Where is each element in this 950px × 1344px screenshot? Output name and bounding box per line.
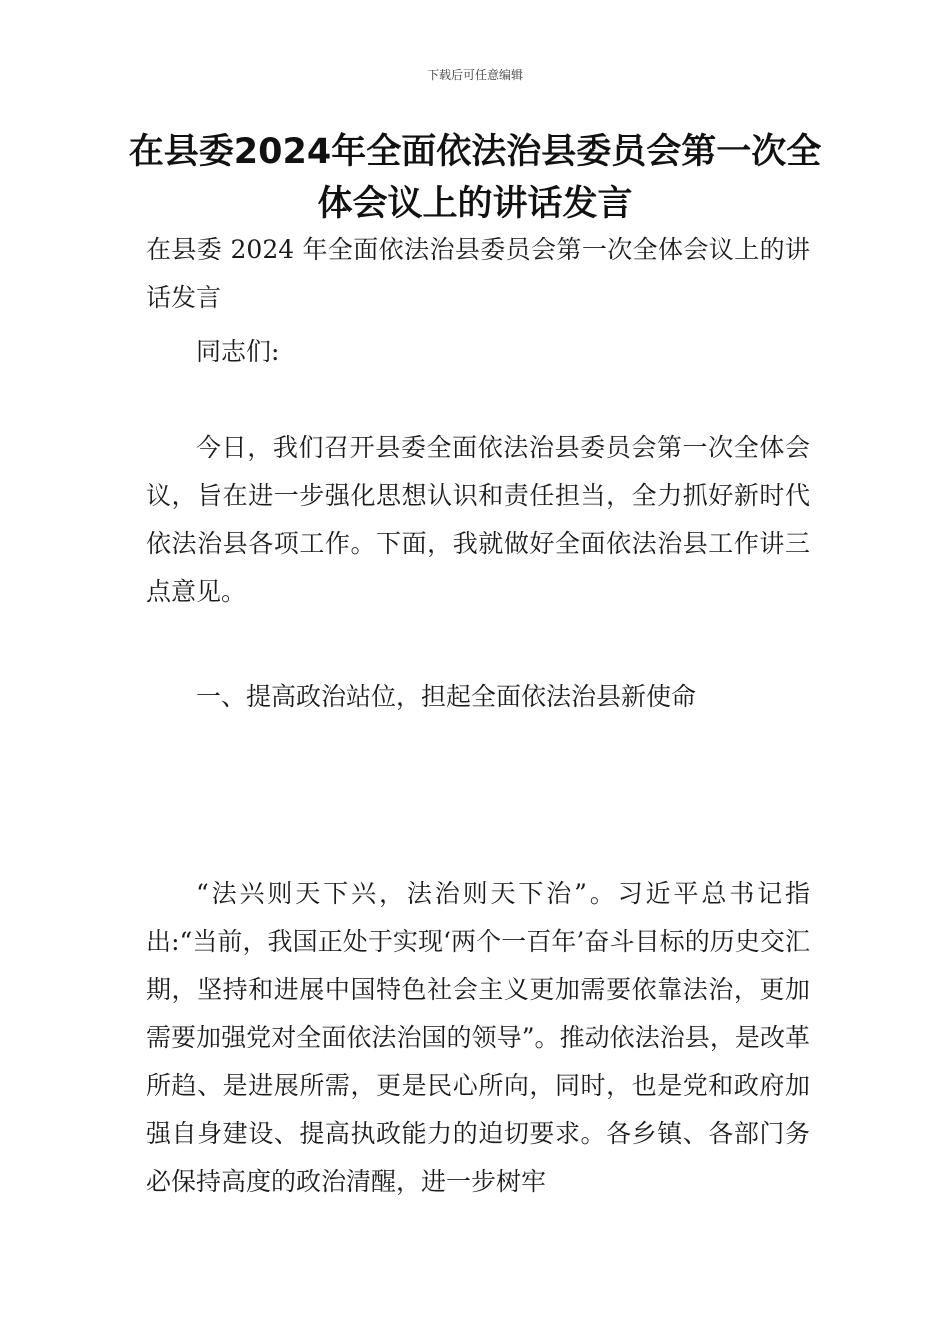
greeting: 同志们:: [196, 337, 280, 366]
document-subtitle: 在县委 2024 年全面依法治县委员会第一次全体会议上的讲话发言: [146, 235, 810, 312]
paragraph-1: 今日，我们召开县委全面依法治县委员会第一次全体会议，旨在进一步强化思想认识和责任担当，全力抓好新时代依法治县各项工作。下面，我就做好全面依法治县工作讲三点意见。: [146, 433, 810, 606]
download-note: 下载后可任意编辑: [426, 68, 523, 82]
paragraph-2: “法兴则天下兴，法治则天下治”。习近平总书记指出:“当前，我国正处于实现‘两个一百年’奋斗目标的历史交汇期，坚持和进展中国特色社会主义更加需要依靠法治，更加需要加强党对全面依法治国的领导”。推动依法治县，是改革所趋、是进展所需，更是民心所向，同时，也是党和政府加强自身建设、提高执政能力的迫切要求。各乡镇、各部门务必保持高度的政治清醒，进一步树牢: [146, 879, 810, 1196]
section-heading-1: 一、提高政治站位，担起全面依法治县新使命: [196, 682, 697, 711]
document-title: 在县委2024年全面依法治县委员会第一次全体会议上的讲话发言: [128, 132, 822, 224]
